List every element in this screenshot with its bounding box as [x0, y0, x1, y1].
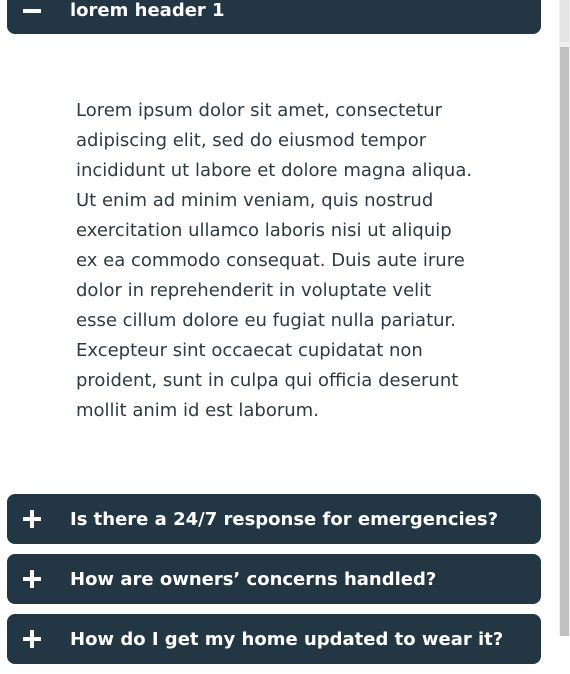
accordion-header-3[interactable]: [7, 554, 541, 604]
accordion-title-4: How do I get my home updated to wear it?: [70, 628, 504, 650]
accordion-header-2[interactable]: [7, 494, 541, 544]
plus-icon: [21, 614, 43, 664]
scrollbar-thumb[interactable]: [560, 47, 569, 636]
accordion-title-3: How are owners’ concerns handled?: [70, 568, 437, 590]
faq-accordion: [7, 0, 541, 674]
accordion-body-text-1: Lorem ipsum dolor sit amet, consectetur adipiscing elit, sed do eiusmod tempor incididunt ut labore et dolore magna aliqua. Ut enim ad minim veniam, quis nostrud exercitation ullamco laboris nisi ut aliquip ex ea commodo consequat. Duis aute irure dolor in reprehenderit in voluptate velit esse cillum dolore eu fugiat nulla pariatur. Excepteur sint occaecat cupidatat non proident, sunt in culpa qui officia deserunt mollit anim id est laborum.: [76, 100, 473, 421]
accordion-header-1[interactable]: [7, 0, 541, 34]
scrollbar-track-top: [560, 0, 569, 42]
accordion-title-2: Is there a 24/7 response for emergencies?: [70, 508, 499, 530]
minus-icon: [21, 0, 43, 23]
vertical-scrollbar[interactable]: [559, 0, 570, 636]
plus-icon: [21, 494, 43, 544]
accordion-body-1: [7, 34, 541, 494]
accordion-header-4[interactable]: [7, 614, 541, 664]
plus-icon: [21, 554, 43, 604]
accordion-title-1: lorem header 1: [70, 0, 225, 21]
